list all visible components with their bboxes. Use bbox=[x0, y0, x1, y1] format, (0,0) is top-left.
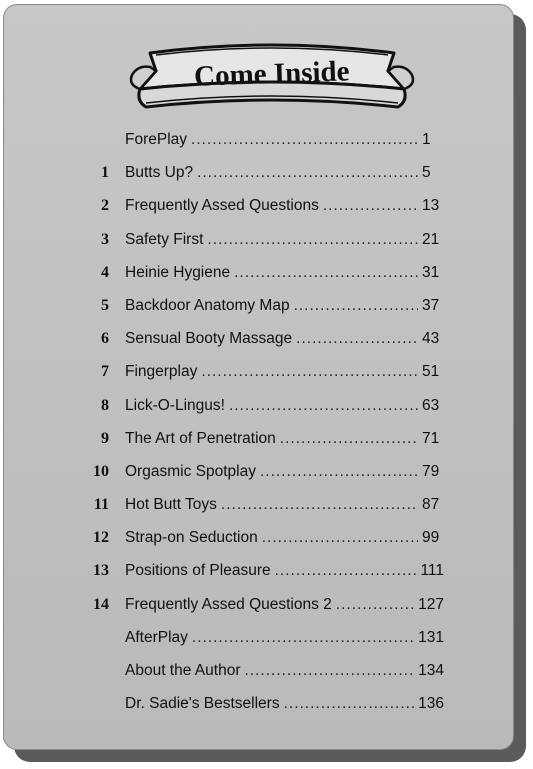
dot-leader bbox=[294, 297, 418, 315]
page-number: 5 bbox=[422, 164, 431, 182]
toc-entry bbox=[64, 629, 444, 662]
toc-entry bbox=[64, 562, 444, 595]
chapter-title: The Art of Penetration bbox=[125, 429, 276, 447]
page-number: 136 bbox=[418, 695, 444, 713]
chapter-title: ForePlay bbox=[125, 131, 188, 148]
dot-leader bbox=[260, 463, 418, 481]
page-number: 131 bbox=[418, 628, 444, 646]
toc-entry bbox=[64, 529, 444, 562]
toc-entry bbox=[64, 197, 444, 230]
chapter-number: 14 bbox=[93, 595, 109, 613]
toc-entry bbox=[64, 662, 444, 695]
chapter-number: 5 bbox=[101, 296, 109, 314]
chapter-number: 10 bbox=[93, 462, 109, 480]
chapter-number: 1 bbox=[101, 164, 109, 182]
dot-leader bbox=[191, 131, 418, 149]
chapter-title: Sensual Booty Massage bbox=[125, 330, 293, 348]
page-number: 87 bbox=[422, 496, 440, 514]
chapter-title: Fingerplay bbox=[125, 363, 198, 381]
chapter-title: Positions of Pleasure bbox=[125, 562, 271, 580]
chapter-title: Hot Butt Toys bbox=[125, 496, 217, 514]
heading-banner bbox=[122, 35, 422, 125]
page-number: 37 bbox=[422, 296, 440, 314]
chapter-number: 6 bbox=[101, 330, 109, 348]
toc-entry bbox=[64, 231, 444, 264]
chapter-title: Orgasmic Spotplay bbox=[125, 462, 256, 480]
dot-leader bbox=[221, 496, 418, 514]
dot-leader bbox=[197, 164, 418, 182]
chapter-number: 3 bbox=[101, 230, 109, 248]
page-number: 127 bbox=[418, 595, 444, 613]
page-number: 43 bbox=[422, 330, 440, 348]
dot-leader bbox=[192, 629, 414, 647]
page-number: 99 bbox=[422, 529, 440, 547]
chapter-title: About the Author bbox=[125, 662, 241, 679]
table-of-contents bbox=[64, 131, 444, 728]
dot-leader bbox=[229, 397, 418, 415]
dot-leader bbox=[262, 529, 418, 547]
dot-leader bbox=[275, 562, 417, 580]
page-number: 79 bbox=[422, 462, 440, 480]
toc-entry bbox=[64, 496, 444, 529]
heading-text: Come Inside bbox=[193, 55, 351, 93]
page-number: 71 bbox=[422, 429, 440, 447]
page-number: 1 bbox=[422, 131, 431, 148]
toc-entry bbox=[64, 264, 444, 297]
toc-entry bbox=[64, 596, 444, 629]
chapter-title: Dr. Sadie's Bestsellers bbox=[125, 695, 280, 713]
scroll-banner-icon bbox=[122, 35, 422, 125]
page-number: 134 bbox=[418, 662, 444, 679]
dot-leader bbox=[323, 197, 418, 215]
dot-leader bbox=[244, 662, 414, 680]
toc-entry bbox=[64, 297, 444, 330]
toc-entry bbox=[64, 397, 444, 430]
chapter-number: 11 bbox=[93, 496, 109, 514]
dot-leader bbox=[284, 695, 415, 713]
chapter-title: Strap-on Seduction bbox=[125, 529, 258, 547]
chapter-title: Butts Up? bbox=[125, 164, 194, 182]
chapter-number: 8 bbox=[101, 396, 109, 414]
toc-entry bbox=[64, 164, 444, 197]
page-number: 21 bbox=[422, 230, 440, 248]
chapter-number: 7 bbox=[101, 363, 109, 381]
toc-entry bbox=[64, 463, 444, 496]
dot-leader bbox=[207, 231, 418, 249]
toc-entry bbox=[64, 131, 444, 164]
page-number: 51 bbox=[422, 363, 440, 381]
dot-leader bbox=[201, 363, 418, 381]
chapter-number: 9 bbox=[101, 429, 109, 447]
dot-leader bbox=[336, 596, 414, 614]
chapter-number: 2 bbox=[101, 197, 109, 215]
toc-entry bbox=[64, 430, 444, 463]
page-number: 111 bbox=[420, 562, 444, 580]
dot-leader bbox=[234, 264, 418, 282]
page-number: 31 bbox=[422, 263, 440, 281]
dot-leader bbox=[296, 330, 418, 348]
toc-entry bbox=[64, 695, 444, 728]
chapter-title: AfterPlay bbox=[125, 628, 188, 646]
contents-card bbox=[3, 4, 514, 750]
chapter-number: 13 bbox=[93, 562, 109, 580]
chapter-title: Lick-O-Lingus! bbox=[125, 396, 225, 414]
chapter-number: 4 bbox=[101, 263, 109, 281]
toc-entry bbox=[64, 330, 444, 363]
page-number: 13 bbox=[422, 197, 440, 215]
dot-leader bbox=[280, 430, 418, 448]
chapter-title: Frequently Assed Questions bbox=[125, 197, 319, 215]
chapter-title: Frequently Assed Questions 2 bbox=[125, 595, 332, 613]
chapter-title: Heinie Hygiene bbox=[125, 263, 231, 281]
chapter-title: Backdoor Anatomy Map bbox=[125, 296, 290, 314]
chapter-title: Safety First bbox=[125, 230, 204, 248]
toc-entry bbox=[64, 363, 444, 396]
page-number: 63 bbox=[422, 396, 440, 414]
chapter-number: 12 bbox=[93, 529, 109, 547]
